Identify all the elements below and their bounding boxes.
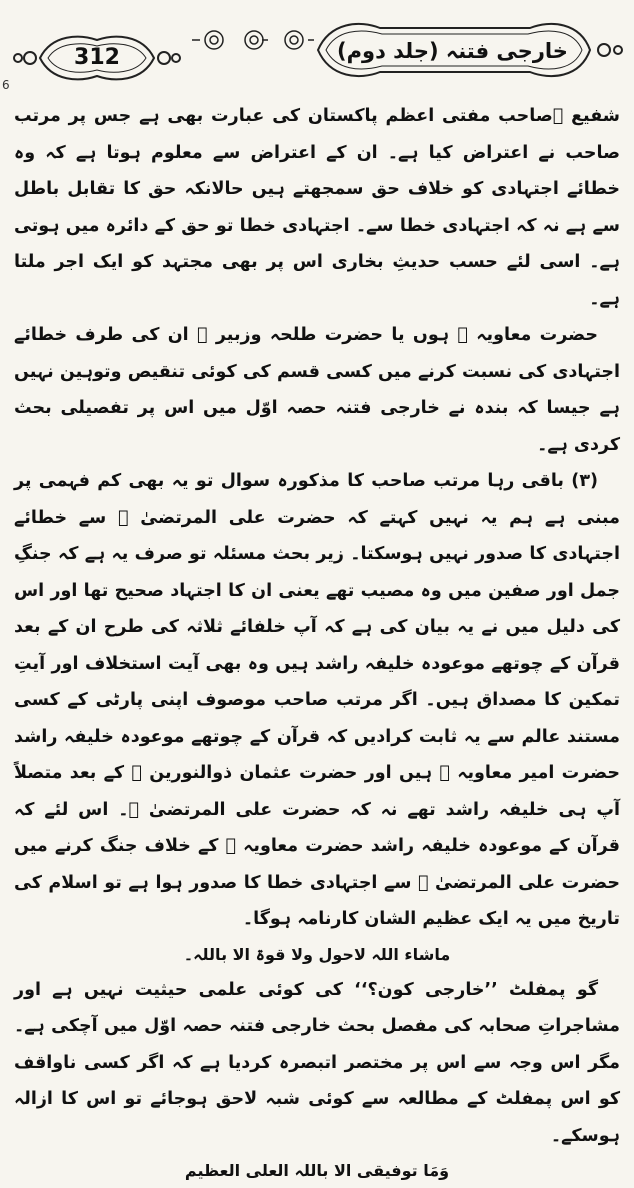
- page-header: [0, 0, 634, 92]
- closing-dua: وَمَا توفیقی الا باللہ العلی العظیم: [184, 1161, 450, 1180]
- paragraph-1: شفیع ﷫صاحب مفتی اعظم پاکستان کی عبارت بھی ہے جس پر مرتب صاحب نے اعتراض کیا ہے۔ ان کے اعتراض سے معلوم ہوتا ہے کہ وہ خطائے اجتہادی کو خلاف حق سمجھتے ہیں حالانکہ حق کا تقابل باطل سے ہے نہ کہ اجتہادی خطا سے۔ اجتہادی خطا تو حق کے دائرہ میں ہوتی ہے۔ اسی لئے حسب حدیثِ بخاری اس پر بھی مجتہد کو ایک اجر ملتا ہے۔: [14, 106, 620, 309]
- closing-paragraph: گو پمفلٹ ’’خارجی کون؟‘‘ کی کوئی علمی حیثیت نہیں ہے اور مشاجراتِ صحابہ کی مفصل بحث خارجی فتنہ حصہ اوّل میں آچکی ہے۔ مگر اس وجہ سے اس پر مختصر اتبصرہ کردیا ہے کہ اگر کسی ناواقف کو اس پمفلٹ کے مطالعہ سے کوئی شبہ لاحق ہوجائے تو اس کا ازالہ ہوسکے۔: [14, 979, 620, 1146]
- margin-mark: 6: [2, 78, 10, 92]
- page-number: 312: [74, 45, 120, 70]
- paragraph-3: (۳) باقی رہا مرتب صاحب کا مذکورہ سوال تو یہ بھی کم فہمی پر مبنی ہے ہم یہ نہیں کہتے کہ حضرت علی المرتضیٰ ﷛ سے خطائے اجتہادی کا صدور نہیں ہوسکتا۔ زیر بحث مسئلہ تو صرف یہ ہے کہ جنگِ جمل اور صفین میں وہ مصیب تھے یعنی ان کا اجتہاد صحیح تھا اور اس کی دلیل میں نے یہ بیان کی ہے کہ آپ خلفائے ثلاثہ کی طرح ان کے بعد قرآن کے چوتھے موعودہ خلیفہ راشد ہیں وہ بھی آیت استخلاف اور آیتِ تمکین کا مصداق ہیں۔ اگر مرتب صاحب موصوف اپنی پارٹی کے کسی مستند عالم سے یہ ثابت کرادیں کہ قرآن کے چوتھے موعودہ خلیفہ راشد حضرت امیر معاویہ ﷛ ہیں اور حضرت عثمان ذوالنورین ﷛ کے بعد متصلاً آپ ہی خلیفہ راشد تھے نہ کہ حضرت علی المرتضیٰ ﷛۔ اس لئے کہ قرآن کے موعودہ خلیفہ راشد حضرت معاویہ ﷛ کے خلاف جنگ کرنے میں حضرت علی المرتضیٰ ﷛ سے اجتہادی خطا کا صدور ہوا ہے تو اسلام کی تاریخ میں یہ ایک عظیم الشان کارنامہ ہوگا۔: [14, 471, 620, 929]
- dua-line: ماشاء اللہ لاحول ولا قوۃ الا باللہ۔: [183, 944, 451, 964]
- page-body: [14, 98, 620, 1188]
- paragraph-2: حضرت معاویہ ﷛ ہوں یا حضرت طلحہ وزبیر ﷠ ان کی طرف خطائے اجتہادی کی نسبت کرنے میں کسی قسم کی کوئی تنقیص وتوہین نہیں ہے جیسا کہ بندہ نے خارجی فتنہ حصہ اوّل میں اس پر تفصیلی بحث کردی ہے۔: [14, 325, 620, 455]
- book-title: خارجی فتنہ (جلد دوم): [337, 39, 568, 63]
